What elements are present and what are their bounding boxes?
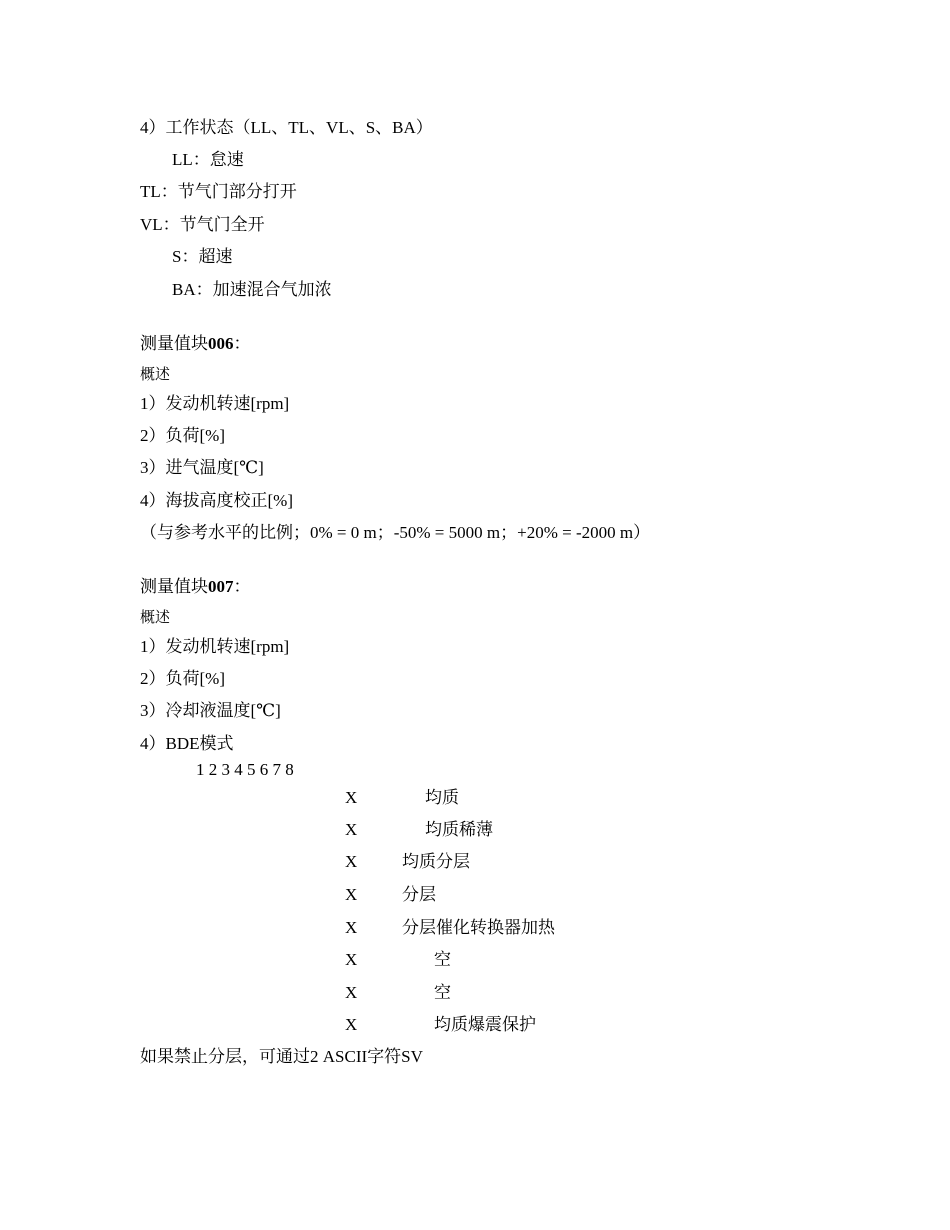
status-item-vl: VL：节气门全开: [140, 215, 265, 234]
block006-item-3: 3）进气温度[℃]: [140, 458, 264, 477]
block006-title-prefix: 测量值块: [140, 334, 208, 353]
mode-label-6: 空: [434, 950, 451, 969]
status-heading: 4）工作状态（LL、TL、VL、S、BA）: [140, 118, 433, 137]
block007-item-1: 1）发动机转速[rpm]: [140, 637, 290, 656]
block007-footer: 如果禁止分层，可通过2 ASCII字符SV: [140, 1047, 423, 1066]
block007-title-suffix: ：: [233, 577, 251, 596]
mode-mark-8: X: [345, 1015, 358, 1034]
mode-mark-1: X: [345, 788, 358, 807]
mode-label-1: 均质: [425, 788, 459, 807]
block006-item-4: 4）海拔高度校正[%]: [140, 491, 293, 510]
status-item-ll: LL：怠速: [172, 150, 244, 169]
block007-item-2: 2）负荷[%]: [140, 669, 225, 688]
mode-mark-2: X: [345, 820, 358, 839]
mode-label-8: 均质爆震保护: [434, 1015, 536, 1034]
mode-mark-4: X: [345, 885, 358, 904]
mode-label-4: 分层: [402, 885, 436, 904]
block006-item-2: 2）负荷[%]: [140, 426, 225, 445]
mode-label-7: 空: [434, 983, 451, 1002]
block006-note: （与参考水平的比例；0% = 0 m；-50% = 5000 m；+20% = -2000 m）: [140, 523, 651, 542]
block006-item-1: 1）发动机转速[rpm]: [140, 394, 290, 413]
mode-label-2: 均质稀薄: [425, 820, 493, 839]
mode-mark-5: X: [345, 918, 358, 937]
bit-number-row: 1 2 3 4 5 6 7 8: [196, 760, 294, 779]
mode-label-3: 均质分层: [402, 852, 470, 871]
block006-title-number: 006: [208, 334, 234, 353]
status-item-tl: TL：节气门部分打开: [140, 182, 297, 201]
status-item-ba: BA：加速混合气加浓: [172, 280, 332, 299]
block006-overview: 概述: [140, 367, 171, 383]
mode-mark-3: X: [345, 852, 358, 871]
block007-item-4: 4）BDE模式: [140, 734, 234, 753]
block006-title: [140, 334, 251, 354]
mode-label-5: 分层催化转换器加热: [402, 918, 555, 937]
mode-mark-7: X: [345, 983, 358, 1002]
mode-mark-6: X: [345, 950, 358, 969]
block006-title-suffix: ：: [233, 334, 251, 353]
block007-title-prefix: 测量值块: [140, 577, 208, 596]
block007-title: [140, 577, 251, 597]
block007-title-number: 007: [208, 577, 234, 596]
status-item-s: S：超速: [172, 247, 233, 266]
block007-item-3: 3）冷却液温度[℃]: [140, 701, 281, 720]
block007-overview: 概述: [140, 610, 171, 626]
